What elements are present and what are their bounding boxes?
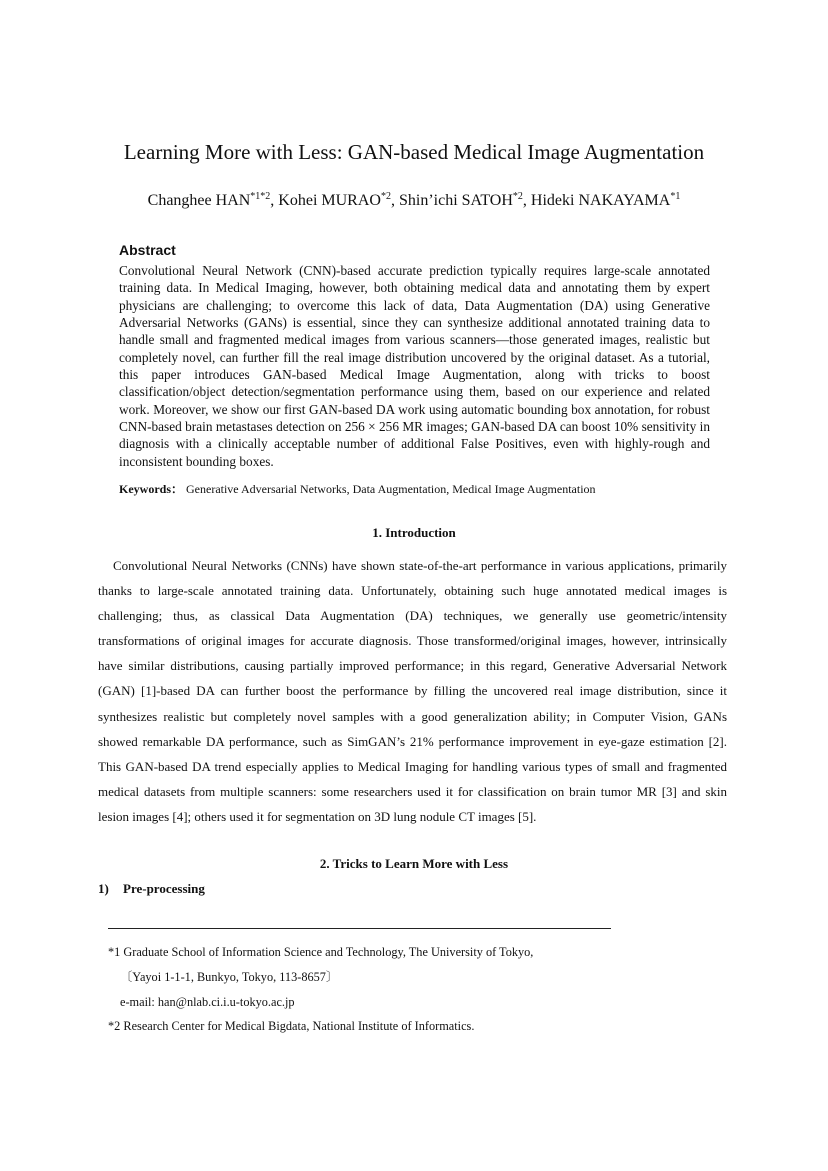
affiliation-mark: *2	[512, 191, 523, 202]
introduction-paragraph: Convolutional Neural Networks (CNNs) have shown state-of-the-art performance in various applications, primarily thanks to large-scale annotated training data. Unfortunately, obtaining such huge annotated medical images is challenging; thus, as classical Data Augmentation (DA) techniques, we generally use geometric/intensity transformations of original images for accurate diagnosis. Those transformed/original images, however, intrinsically have similar distributions, causing partially improved performance; in this regard, Generative Adversarial Network (GAN) [1]-based DA can further boost the performance by filling the uncovered real image distribution, since it synthesizes realistic but completely novel samples with a good generalization ability; in Computer Vision, GANs showed remarkable DA performance, such as SimGAN’s 21% performance improvement in eye-gaze estimation [2]. This GAN-based DA trend especially applies to Medical Imaging for handling various types of small and fragmented medical datasets from multiple scanners: some researchers used it for classification on brain tumor MR [3] and skin lesion images [4]; others used it for segmentation on 3D lung nodule CT images [5].	[98, 558, 727, 824]
author: Kohei MURAO$^{*2}$,	[278, 191, 399, 209]
footnote-rule	[108, 928, 611, 929]
author-list	[0, 190, 828, 212]
abstract-text: Convolutional Neural Network (CNN)-based accurate prediction typically requires large-scale annotated training data. In Medical Imaging, however, both obtaining medical data and annotating them by expert physicians are challenging; to overcome this lack of data, Data Augmentation (DA) using Generative Adversarial Networks (GANs) is essential, since they can synthesize additional annotated training data to handle small and fragmented medical images from various scanners—those generated images, realistic but completely novel, can further fill the real image distribution uncovered by the original dataset. As a tutorial, this paper introduces GAN-based Medical Image Augmentation, along with tricks to boost classification/object detection/segmentation performance using them, based on our experience and related work. Moreover, we show our first GAN-based DA work using automatic bounding box annotation, for robust CNN-based brain metastases detection on 256 × 256 MR images; GAN-based DA can boost 10% sensitivity in diagnosis with a clinically acceptable number of additional False Positives, even with highly-rough and inconsistent bounding boxes.	[119, 263, 710, 469]
affiliation-mark: *2	[380, 191, 391, 202]
section-heading-introduction: 1. Introduction	[372, 525, 456, 540]
author: Changhee $HAN^{*1*2}$,	[147, 191, 279, 209]
keywords-line	[119, 481, 719, 498]
author: Shin’ichi SATOH$^{*2}$,	[398, 191, 531, 209]
affiliation-mark: *1*2	[250, 191, 271, 202]
section-heading-tricks: 2. Tricks to Learn More with Less	[319, 856, 509, 871]
footnote-affiliation-2: *2 Research Center for Medical Bigdata, National Institute of Informatics.	[108, 1019, 475, 1033]
subsection-heading-preprocessing	[98, 880, 205, 898]
footnote-affiliation-1: *1 Graduate School of Information Science and Technology, The University of Tokyo,	[108, 945, 534, 959]
subsection-number: 1)	[98, 881, 109, 896]
author: Hideki NAKAYAMA$^{*1}$	[530, 191, 681, 209]
footnote-address: 〔Yayoi 1-1-1, Bunkyo, Tokyo, 113-8657〕	[120, 970, 339, 984]
affiliation-mark: *1	[670, 191, 681, 202]
keywords-text: Generative Adversarial Networks, Data Augmentation, Medical Image Augmentation	[186, 482, 596, 496]
footnote-email: e-mail: han@nlab.ci.i.u-tokyo.ac.jp	[120, 995, 295, 1009]
subsection-label: Pre-processing	[123, 881, 205, 896]
keywords-label: Keywords：	[119, 482, 183, 496]
paper-title: Learning More with Less: GAN-based Medical Image Augmentation	[123, 140, 705, 164]
abstract-heading: Abstract	[119, 242, 176, 258]
